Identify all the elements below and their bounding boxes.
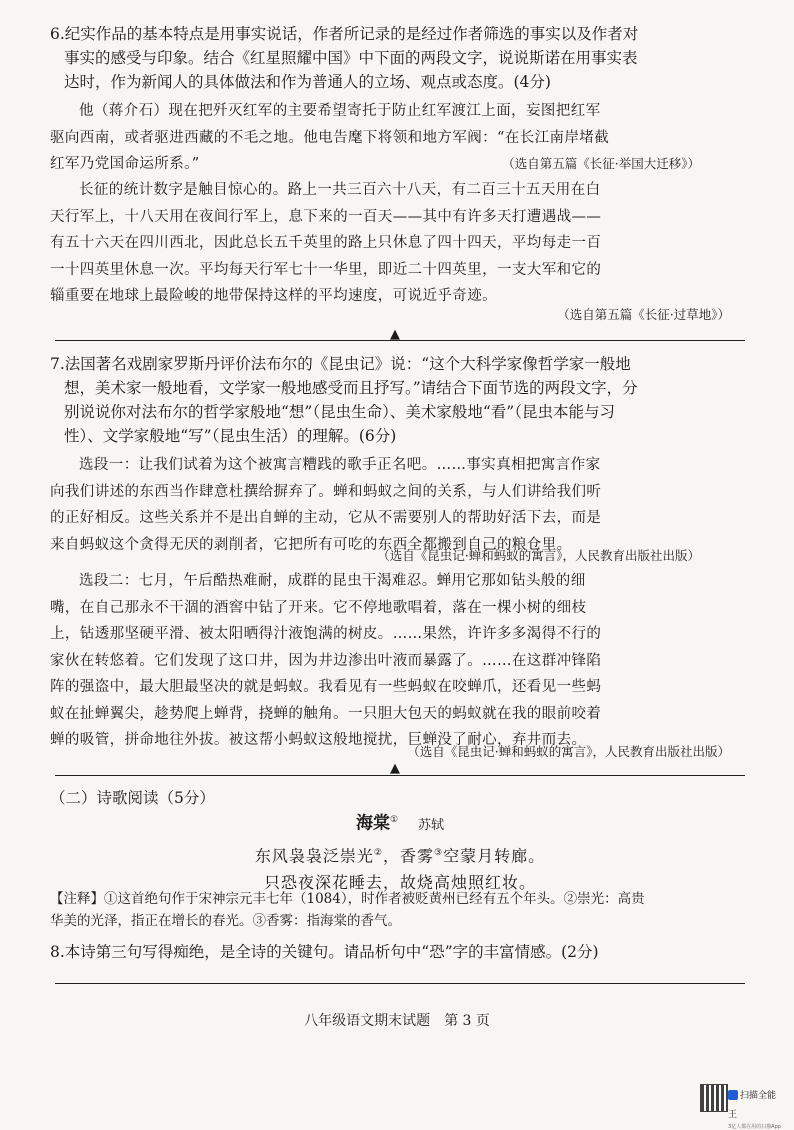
q6-prompt-line: 6.纪实作品的基本特点是用事实说话，作者所记录的是经过作者筛选的事实以及作者对 [50, 25, 639, 43]
q8-prompt: 8.本诗第三句写得痴绝，是全诗的关键句。请品析句中“恐”字的丰富情感。(2分) [50, 943, 599, 961]
q6-passage-2-source: （选自第五篇《长征·过草地》） [557, 307, 730, 322]
page-footer: 八年级语文期末试题 第 3 页 [304, 1013, 490, 1029]
poem-author: 苏轼 [417, 817, 444, 833]
answer-marker-icon: ▲ [390, 327, 400, 342]
footnote-marker: ③ [434, 847, 444, 858]
passage-line: 上，钻透那坚硬平滑、被太阳晒得汁液饱满的树皮。……果然，许许多多渴得不行的 [50, 626, 602, 642]
passage-line: 一十四英里休息一次。平均每天行军七十一华里，即近二十四英里，一支大军和它的 [50, 261, 602, 278]
q7-selection-1-source: （选自《昆虫记·蝉和蚂蚁的寓言》，人民教育出版社出版） [377, 548, 700, 563]
passage-line: 驱向西南，或者驱进西藏的不毛之地。他电告麾下将领和地方军阀：“在长江南岸堵截 [50, 129, 610, 146]
question-7 [50, 352, 750, 448]
note-line: 华美的光泽，指正在增长的春光。③香雾：指海棠的香气。 [50, 913, 401, 929]
poem-text: ，香雾 [382, 845, 434, 865]
watermark-brand: 扫描全能王 [728, 1091, 777, 1120]
q7-selection-2 [50, 568, 750, 754]
passage-line: 的正好相反。这些关系并不是出自蝉的主动，它从不需要别人的帮助好活下去，而是 [50, 510, 602, 526]
poem-line [50, 840, 750, 869]
note-line: 【注释】①这首绝句作于宋神宗元丰七年（1084），时作者被贬黄州已经有五个年头。②崇光：高贵 [50, 891, 645, 907]
poem-line: 只恐夜深花睡去，故烧高烛照红妆。 [263, 872, 536, 892]
q7-selection-2-source: （选自《昆虫记·蝉和蚂蚁的寓言》，人民教育出版社出版） [407, 744, 730, 759]
answer-line [55, 340, 745, 341]
footnote-marker: ① [389, 815, 399, 825]
watermark-sub: 3亿人都在用的扫描App [728, 1124, 781, 1130]
q6-prompt-line: 达时，作为新闻人的具体做法和作为普通人的立场、观点或态度。(4分) [64, 73, 551, 91]
qr-code-icon [700, 1084, 728, 1112]
poem-title [50, 806, 750, 840]
poem-title-text: 海棠 [355, 813, 390, 834]
answer-line [55, 775, 745, 776]
passage-line: 蝉的吸管，拼命地往外拔。被这帮小蚂蚁这般地搅扰，巨蝉没了耐心，弃井而去。 [50, 732, 587, 748]
q7-prompt-line: 性）、文学家般地“写”（昆虫生活）的理解。(6分) [64, 427, 397, 445]
q7-selection-1 [50, 452, 750, 558]
passage-line: 家伙在转悠着。它们发现了这口井，因为井边渗出叶液而暴露了。……在这群冲锋陷 [50, 652, 602, 669]
passage-line: 红军乃党国命运所系。” [50, 156, 200, 172]
passage-line: 天行军上，十八天用在夜间行军上，息下来的一百天——其中有许多天打遭遇战—— [50, 208, 602, 225]
passage-line: 向我们讲述的东西当作肆意杜撰给摒弃了。蝉和蚂蚁之间的关系，与人们讲给我们听 [50, 483, 602, 500]
q6-passage-2 [50, 177, 750, 310]
poem-notes [50, 888, 750, 932]
passage-line: 长征的统计数字是触目惊心的。路上一共三百六十八天，有二百三十五天用在白 [79, 182, 601, 198]
section-heading: （二）诗歌阅读（5分） [50, 789, 215, 807]
passage-line: 阵的强盗中，最大胆最坚决的就是蚂蚁。我看见有一些蚂蚁在咬蝉爪，还看见一些蚂 [50, 679, 602, 695]
q6-passage-1-source: （选自第五篇《长征·举国大迁移》） [502, 156, 700, 171]
scanner-logo-icon [728, 1090, 738, 1100]
poem [50, 806, 750, 896]
poem-text: 空蒙月转廊。 [443, 845, 546, 865]
passage-line: 选段一：让我们试着为这个被寓言糟践的歌手正名吧。……事实真相把寓言作家 [79, 457, 601, 473]
question-8 [50, 940, 750, 964]
q6-prompt-line: 事实的感受与印象。结合《红星照耀中国》中下面的两段文字，说说斯诺在用事实表 [64, 49, 638, 67]
footnote-marker: ② [373, 847, 383, 858]
q7-prompt-line: 想，美术家一般地看，文学家一般地感受而且抒写。”请结合下面节选的两段文字，分 [64, 379, 638, 397]
passage-line: 他（蒋介石）现在把歼灭红军的主要希望寄托于防止红军渡江上面，妄图把红军 [79, 103, 601, 119]
passage-line: 选段二：七月，午后酷热难耐，成群的昆虫干渴难忍。蝉用它那如钻头般的细 [79, 573, 586, 589]
poem-text: 东风袅袅泛崇光 [254, 845, 374, 865]
passage-line: 来自蚂蚁这个贪得无厌的剥削者，它把所有可吃的东西全都搬到自己的粮仓里。 [50, 536, 572, 553]
answer-marker-icon: ▲ [390, 761, 400, 776]
q7-prompt-line: 7.法国著名戏剧家罗斯丹评价法布尔的《昆虫记》说：“这个大科学家像哲学家一般地 [50, 355, 631, 373]
scanner-watermark [728, 1084, 784, 1130]
passage-line: 辎重要在地球上最险峻的地带保持这样的平均速度，可说近乎奇迹。 [50, 288, 497, 304]
question-6 [50, 22, 750, 94]
passage-line: 嘴，在自己那永不干涸的酒窖中钻了开来。它不停地歌唱着，落在一棵小树的细枝 [50, 599, 587, 616]
passage-line: 蚁在扯蝉翼尖，趁势爬上蝉背，挠蝉的触角。一只胆大包天的蚂蚁就在我的眼前咬着 [50, 705, 602, 722]
answer-line [55, 983, 745, 984]
passage-line: 有五十六天在四川西北，因此总长五千英里的路上只休息了四十四天，平均每走一百 [50, 235, 602, 251]
q7-prompt-line: 别说说你对法布尔的哲学家般地“想”（昆虫生命）、美术家般地“看”（昆虫本能与习 [64, 403, 615, 421]
